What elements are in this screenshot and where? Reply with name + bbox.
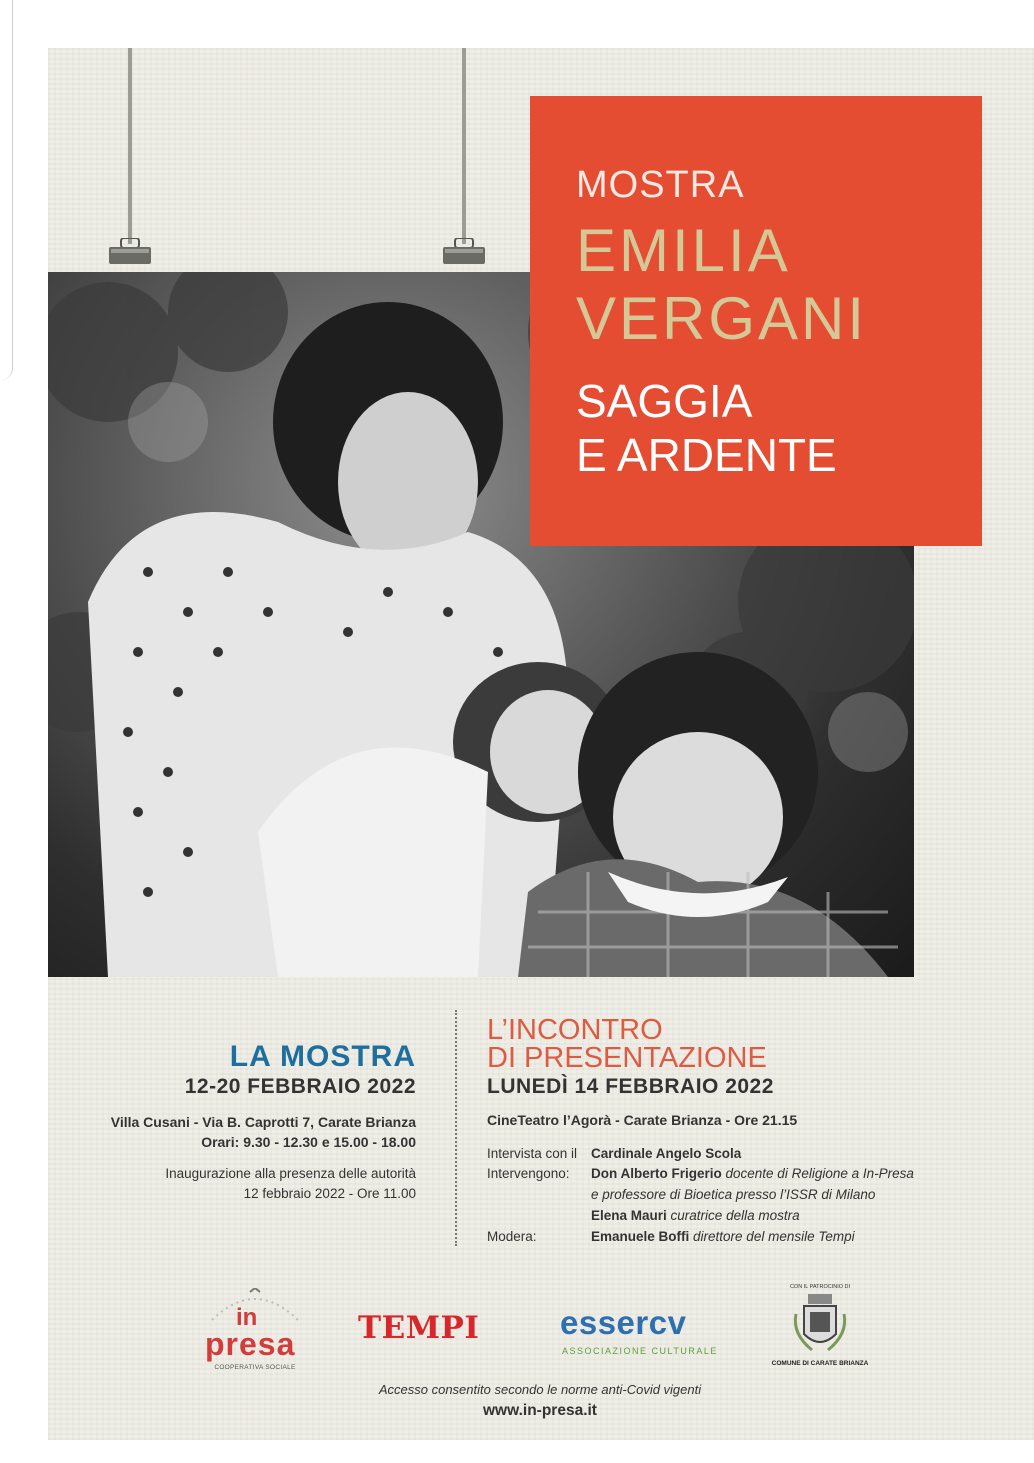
subtitle-line-2: E ARDENTE [576, 429, 837, 481]
speaker-2-name: Elena Mauri [591, 1208, 667, 1223]
incontro-date: LUNEDÌ 14 FEBBRAIO 2022 [487, 1075, 774, 1098]
title-name-last: VERGANI [576, 285, 868, 352]
moderator-name: Emanuele Boffi [591, 1229, 690, 1244]
incontro-place: CineTeatro l’Agorà - Carate Brianza - Ore 21.15 [487, 1112, 798, 1128]
inpresa-text-1: in [236, 1304, 258, 1331]
inpresa-logo [200, 1288, 310, 1378]
incontro-heading-1: L’INCONTRO [487, 1014, 663, 1046]
essercv-logo [560, 1304, 720, 1364]
essercv-subtitle: ASSOCIAZIONE CULTURALE [562, 1346, 718, 1356]
title-kicker: MOSTRA [576, 164, 745, 206]
interview-label: Intervista con il [487, 1146, 578, 1161]
speaker-1-role-2: e professore di Bioetica presso l’ISSR di Milano [591, 1187, 876, 1202]
title-box [530, 96, 982, 546]
title-name-first: EMILIA [576, 217, 791, 284]
speaker-2-role: curatrice della mostra [670, 1208, 800, 1223]
binder-clip-right-icon [441, 238, 487, 266]
incontro-heading-2: DI PRESENTAZIONE [487, 1042, 767, 1074]
inpresa-text-2: presa [205, 1326, 296, 1362]
speaker-1 [591, 1166, 914, 1181]
moderator-label: Modera: [487, 1229, 537, 1244]
inpresa-subtitle: COOPERATIVA SOCIALE [214, 1364, 296, 1371]
moderator-role: direttore del mensile Tempi [693, 1229, 855, 1244]
tempi-logo: TEMPI [358, 1310, 480, 1346]
moderator [591, 1229, 855, 1244]
website-url: www.in-presa.it [483, 1402, 597, 1419]
mostra-hours: Orari: 9.30 - 12.30 e 15.00 - 18.00 [201, 1134, 416, 1150]
speaker-2 [591, 1208, 800, 1223]
mostra-inauguration-1: Inaugurazione alla presenza delle autorità [165, 1166, 416, 1181]
hanging-wire-right [462, 48, 466, 244]
interview-name: Cardinale Angelo Scola [591, 1146, 742, 1161]
mostra-dates: 12-20 FEBBRAIO 2022 [184, 1075, 416, 1098]
section-divider [455, 1010, 457, 1246]
patrocinio-label: CON IL PATROCINIO DI [789, 1284, 851, 1290]
comune-logo [770, 1284, 870, 1374]
mostra-inauguration-2: 12 febbraio 2022 - Ore 11.00 [243, 1186, 416, 1201]
essercv-text: essercv [560, 1304, 687, 1341]
covid-note: Accesso consentito secondo le norme anti-Covid vigenti [378, 1382, 702, 1397]
page-edge [0, 0, 13, 380]
subtitle-line-1: SAGGIA [576, 375, 753, 427]
mostra-venue: Villa Cusani - Via B. Caprotti 7, Carate Brianza [110, 1114, 416, 1130]
speakers-label: Intervengono: [487, 1166, 570, 1181]
mostra-heading: LA MOSTRA [229, 1040, 416, 1073]
speaker-1-role: docente di Religione a In-Presa [725, 1166, 914, 1181]
comune-label: COMUNE DI CARATE BRIANZA [771, 1360, 869, 1367]
speaker-1-name: Don Alberto Frigerio [591, 1166, 722, 1181]
coat-of-arms-icon [790, 1294, 850, 1356]
hanging-wire-left [128, 48, 132, 244]
binder-clip-left-icon [107, 238, 153, 266]
